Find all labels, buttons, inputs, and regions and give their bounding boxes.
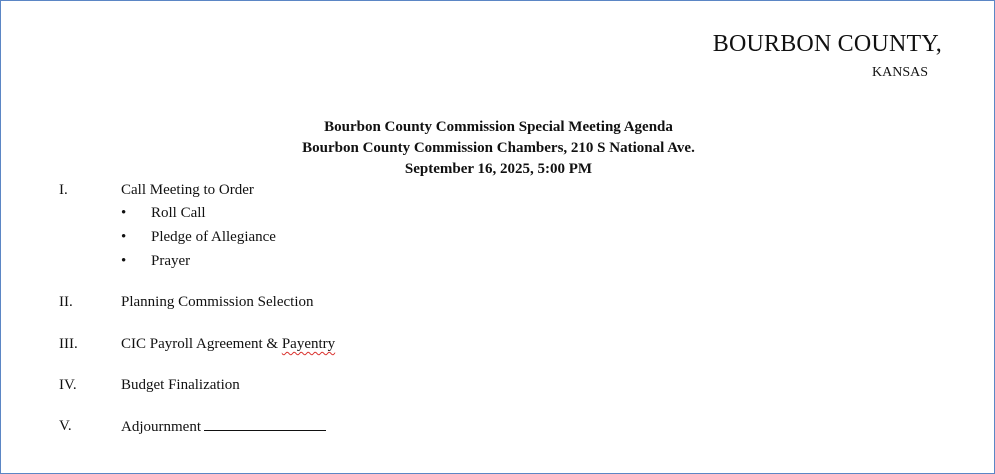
- agenda-item-number: II.: [59, 294, 73, 310]
- sub-item-roll-call: Roll Call: [151, 205, 206, 221]
- agenda-item-number: V.: [59, 418, 72, 434]
- list-item: [121, 205, 206, 222]
- sub-item-prayer: Prayer: [151, 253, 191, 269]
- agenda-item-number: I.: [59, 182, 68, 198]
- state-name: KANSAS: [871, 65, 928, 80]
- bullet-icon: •: [121, 253, 127, 269]
- agenda-item-budget: Budget Finalization: [121, 377, 240, 393]
- county-name: BOURBON COUNTY,: [712, 31, 942, 57]
- agenda-item-number: III.: [59, 336, 78, 352]
- sub-item-pledge: Pledge of Allegiance: [151, 229, 276, 245]
- bullet-icon: •: [121, 205, 127, 221]
- misspelled-word[interactable]: Payentry: [281, 336, 336, 352]
- agenda-title: Bourbon County Commission Special Meeting Agenda: [324, 119, 673, 135]
- agenda-item-label: Adjournment: [121, 419, 201, 435]
- agenda-item-call-to-order: Call Meeting to Order: [121, 182, 254, 198]
- meeting-location: Bourbon County Commission Chambers, 210 S National Ave.: [302, 140, 695, 156]
- agenda-item-label: CIC Payroll Agreement &: [121, 336, 282, 352]
- list-item: [121, 253, 190, 270]
- agenda-item-adjournment: [121, 418, 326, 436]
- meeting-datetime: September 16, 2025, 5:00 PM: [404, 161, 593, 177]
- list-item: [121, 229, 276, 246]
- bullet-icon: •: [121, 229, 127, 245]
- time-blank-line: [204, 418, 326, 431]
- agenda-item-planning-commission: Planning Commission Selection: [121, 294, 314, 310]
- agenda-item-number: IV.: [59, 377, 77, 393]
- agenda-item-cic-payroll: [121, 336, 335, 353]
